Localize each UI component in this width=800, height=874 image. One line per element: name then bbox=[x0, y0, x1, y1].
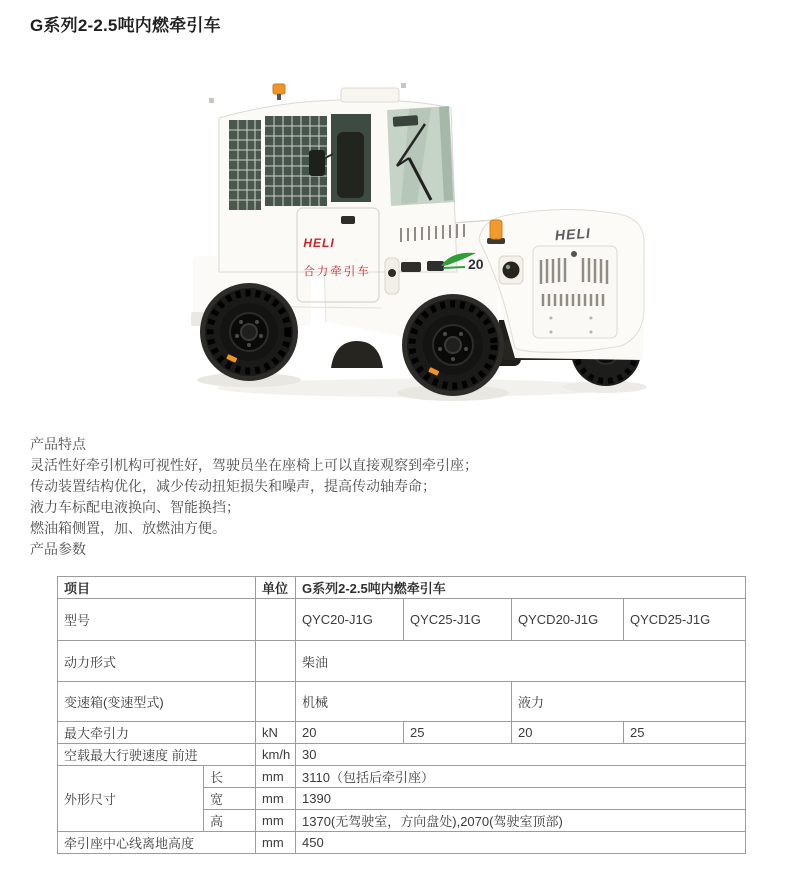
row-label: 最大牵引力 bbox=[58, 722, 256, 744]
front-grille bbox=[533, 246, 617, 338]
cell-value: 20 bbox=[512, 722, 624, 744]
product-image bbox=[185, 70, 650, 408]
product-features bbox=[30, 434, 478, 560]
row-speed bbox=[58, 744, 746, 766]
cell-unit: mm bbox=[256, 810, 296, 832]
params-heading: 产品参数 bbox=[30, 541, 86, 557]
cab-heli-logo: HELI bbox=[303, 236, 335, 250]
cell-value: 450 bbox=[296, 832, 746, 854]
header-unit: 单位 bbox=[256, 577, 296, 599]
row-label: 变速箱(变速型式) bbox=[58, 682, 256, 722]
row-label: 型号 bbox=[58, 599, 256, 641]
cell-unit: mm bbox=[256, 788, 296, 810]
door-window bbox=[331, 114, 371, 202]
windshield bbox=[387, 106, 455, 206]
cell-value: 1370(无驾驶室，方向盘处),2070(驾驶室顶部) bbox=[296, 810, 746, 832]
page-title: G系列2-2.5吨内燃牵引车 bbox=[30, 16, 221, 35]
door-slogan: 合力牵引车 bbox=[303, 266, 371, 278]
row-label: 动力形式 bbox=[58, 641, 256, 682]
cell-unit: mm bbox=[256, 766, 296, 788]
cell-unit-empty bbox=[256, 641, 296, 682]
spec-header-row bbox=[58, 577, 746, 599]
sub-label: 宽 bbox=[204, 788, 256, 810]
header-item: 项目 bbox=[58, 577, 256, 599]
cell-value: 20 bbox=[296, 722, 404, 744]
row-label: 牵引座中心线离地高度 bbox=[58, 832, 256, 854]
feature-line: 灵活性好牵引机构可视性好，驾驶员坐在座椅上可以直接观察到牵引座； bbox=[30, 457, 478, 473]
sub-label: 长 bbox=[204, 766, 256, 788]
row-hitch-height bbox=[58, 832, 746, 854]
cell-value: 1390 bbox=[296, 788, 746, 810]
header-series: G系列2-2.5吨内燃牵引车 bbox=[296, 577, 746, 599]
row-label: 空载最大行驶速度 前进 bbox=[58, 744, 256, 766]
wheel-front bbox=[407, 299, 499, 391]
cell-value: 25 bbox=[624, 722, 746, 744]
cell-unit: kN bbox=[256, 722, 296, 744]
row-model bbox=[58, 599, 746, 641]
cell-value: 机械 bbox=[296, 682, 512, 722]
feature-line: 燃油箱侧置，加、放燃油方便。 bbox=[30, 520, 226, 536]
row-label: 外形尺寸 bbox=[58, 766, 204, 832]
features-heading: 产品特点 bbox=[30, 436, 86, 452]
cell-model: QYC20-J1G bbox=[296, 599, 404, 641]
cell-value: 3110（包括后牵引座） bbox=[296, 766, 746, 788]
cell-unit-empty bbox=[256, 599, 296, 641]
wheel-rear bbox=[205, 288, 293, 376]
headlight bbox=[499, 256, 523, 284]
cell-model: QYC25-J1G bbox=[404, 599, 512, 641]
beacon-light bbox=[487, 220, 505, 244]
row-dimension-length bbox=[58, 766, 746, 788]
cell-value: 30 bbox=[296, 744, 746, 766]
feature-line: 液力车标配电液换向、智能换挡； bbox=[30, 499, 240, 515]
roof-accessories bbox=[209, 83, 406, 103]
feature-line: 传动装置结构优化，减少传动扭矩损失和噪声，提高传动轴寿命； bbox=[30, 478, 436, 494]
spec-table bbox=[57, 576, 746, 854]
cell-value: 柴油 bbox=[296, 641, 746, 682]
cell-model: QYCD25-J1G bbox=[624, 599, 746, 641]
sub-label: 高 bbox=[204, 810, 256, 832]
cell-unit: mm bbox=[256, 832, 296, 854]
hood-heli-logo: HELI bbox=[554, 224, 592, 244]
row-power bbox=[58, 641, 746, 682]
cell-value: 液力 bbox=[512, 682, 746, 722]
cell-unit-empty bbox=[256, 682, 296, 722]
cell-model: QYCD20-J1G bbox=[512, 599, 624, 641]
row-traction bbox=[58, 722, 746, 744]
row-gearbox bbox=[58, 682, 746, 722]
cell-unit: km/h bbox=[256, 744, 296, 766]
badge-number: 20 bbox=[468, 256, 484, 272]
cell-value: 25 bbox=[404, 722, 512, 744]
rear-window bbox=[229, 120, 261, 210]
